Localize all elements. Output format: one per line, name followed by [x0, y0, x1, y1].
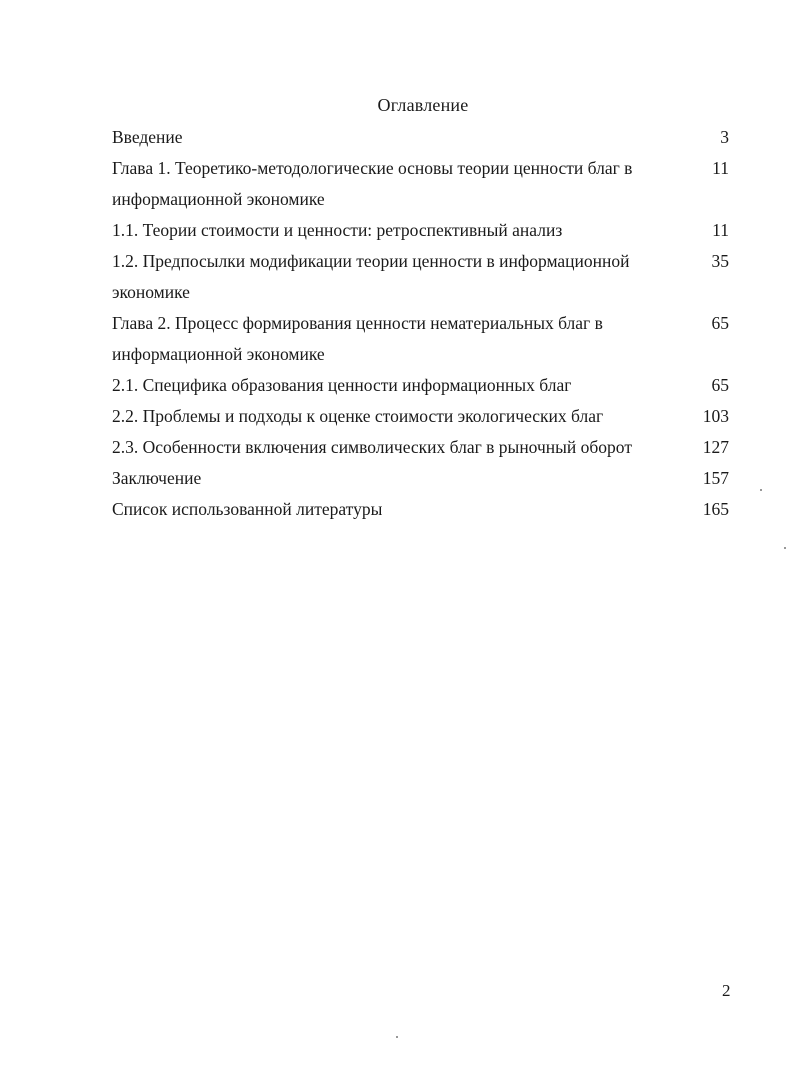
page-number: 2: [722, 981, 731, 1000]
toc-entry-text: Список использованной литературы: [112, 499, 383, 519]
toc-entry-text: 2.1. Специфика образования ценности информационных благ: [112, 375, 572, 395]
table-of-contents: [112, 122, 732, 525]
toc-entry-section-1-1: [112, 215, 732, 246]
toc-entry-page: 35: [711, 251, 729, 271]
toc-entry-section-2-1: [112, 370, 732, 401]
toc-entry-page: 103: [702, 406, 729, 426]
scan-speck: [784, 547, 786, 549]
toc-entry-page: 165: [702, 499, 729, 519]
toc-entry-text: Заключение: [112, 468, 202, 488]
toc-entry-page: 157: [702, 468, 729, 488]
toc-title: Оглавление: [377, 95, 469, 115]
toc-entry-text: 2.3. Особенности включения символических благ в рыночный оборот: [112, 437, 632, 457]
toc-entry-text: 2.2. Проблемы и подходы к оценке стоимости экологических благ: [112, 406, 604, 426]
toc-entry-text: 1.1. Теории стоимости и ценности: ретроспективный анализ: [112, 220, 563, 240]
toc-entry-conclusion: [112, 463, 732, 494]
toc-entry-text: 1.2. Предпосылки модификации теории ценности в информационной экономике: [112, 251, 630, 302]
toc-entry-introduction: [112, 122, 732, 153]
toc-entry-page: 3: [720, 127, 729, 147]
toc-entry-page: 11: [712, 220, 729, 240]
toc-entry-chapter-1: [112, 153, 732, 215]
toc-entry-text: Введение: [112, 127, 183, 147]
toc-entry-page: 11: [712, 158, 729, 178]
toc-entry-page: 65: [711, 313, 729, 333]
toc-entry-text: Глава 2. Процесс формирования ценности нематериальных благ в информационной экономике: [112, 313, 603, 364]
toc-entry-section-2-2: [112, 401, 732, 432]
toc-entry-page: 127: [702, 437, 729, 457]
scan-speck: [396, 1036, 398, 1038]
toc-entry-text: Глава 1. Теоретико-методологические основы теории ценности благ в информационной экономике: [112, 158, 633, 209]
toc-entry-chapter-2: [112, 308, 732, 370]
toc-entry-page: 65: [711, 375, 729, 395]
scan-speck: [760, 489, 762, 491]
toc-entry-bibliography: [112, 494, 732, 525]
toc-entry-section-2-3: [112, 432, 732, 463]
toc-entry-section-1-2: [112, 246, 732, 308]
